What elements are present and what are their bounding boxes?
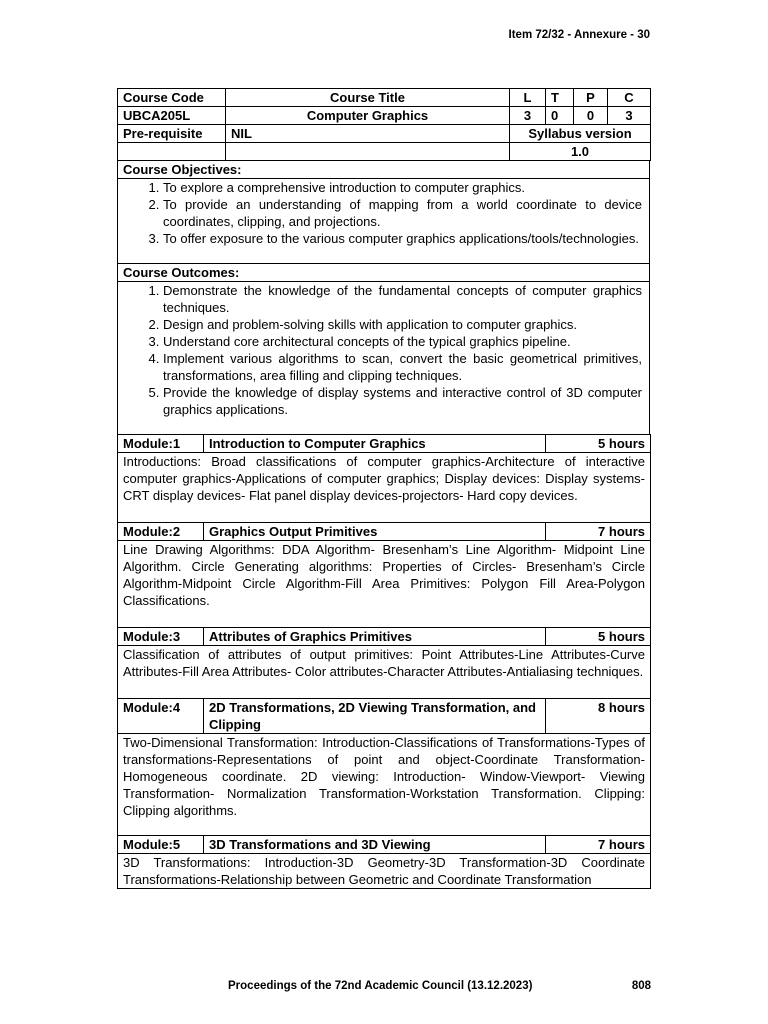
t-value: 0 <box>546 107 574 125</box>
page-header-item-ref: Item 72/32 - Annexure - 30 <box>508 29 650 41</box>
syllabus-version-value: 1.0 <box>510 143 651 161</box>
module-4-header <box>118 699 651 734</box>
module-5-title: 3D Transformations and 3D Viewing <box>204 836 546 854</box>
course-values-row <box>118 107 651 125</box>
module-2-header <box>118 523 651 541</box>
outcomes-list <box>123 282 644 418</box>
objectives-table <box>117 160 650 264</box>
module-1-title: Introduction to Computer Graphics <box>204 435 546 453</box>
objectives-heading: Course Objectives: <box>118 161 650 179</box>
c-label: C <box>608 89 651 107</box>
objective-item: 1. To explore a comprehensive introduction to computer graphics. <box>163 179 644 196</box>
objectives-list <box>123 179 644 247</box>
module-4-hours: 8 hours <box>546 699 651 734</box>
outcome-item: 3. Understand core architectural concepts of the typical graphics pipeline. <box>163 333 644 350</box>
module-2-hours: 7 hours <box>546 523 651 541</box>
p-value: 0 <box>574 107 608 125</box>
module-5-label: Module:5 <box>118 836 204 854</box>
module-5-table <box>117 835 651 889</box>
module-1-content: Introductions: Broad classifications of computer graphics-Architecture of interactive computer graphics-Applications of computer graphics; Display devices: Display systems-CRT display devices- Flat panel display devices-projectors- Hard copy devices. <box>118 453 651 523</box>
syllabus-version-label: Syllabus version <box>510 125 651 143</box>
module-3-header <box>118 628 651 646</box>
outcomes-table <box>117 263 650 435</box>
module-3-table <box>117 627 651 699</box>
objective-item: 2. To provide an understanding of mapping from a world coordinate to device coordinates, clipping, and projections. <box>163 196 644 230</box>
footer-page-number: 808 <box>631 980 651 992</box>
module-2-content: Line Drawing Algorithms: DDA Algorithm- Bresenham’s Line Algorithm- Midpoint Line Algorithm. Circle Generating algorithms: Properties of Circles- Bresenham’s Circle Algorithm-Midpoint Circle Algorithm-Fill Area Primitives: Polygon Fill Area-Polygon Classifications. <box>118 541 651 628</box>
p-label: P <box>574 89 608 107</box>
outcome-item: 2. Design and problem-solving skills with application to computer graphics. <box>163 316 644 333</box>
module-5-content: 3D Transformations: Introduction-3D Geometry-3D Transformation-3D Coordinate Transformations-Relationship between Geometric and Coordinate Transformation <box>118 854 651 889</box>
outcome-item: 4. Implement various algorithms to scan, convert the basic geometrical primitives, transformations, area filling and clipping techniques. <box>163 350 644 384</box>
prerequisite-label: Pre-requisite <box>118 125 226 143</box>
module-2-label: Module:2 <box>118 523 204 541</box>
module-3-content: Classification of attributes of output primitives: Point Attributes-Line Attributes-Curve Attributes-Fill Area Attributes- Color attributes-Character Attributes-Antialiasing techniques. <box>118 646 651 699</box>
module-4-table <box>117 698 651 836</box>
syllabus-version-row <box>118 143 651 161</box>
module-4-label: Module:4 <box>118 699 204 734</box>
module-5-hours: 7 hours <box>546 836 651 854</box>
module-3-title: Attributes of Graphics Primitives <box>204 628 546 646</box>
outcomes-body <box>118 282 650 435</box>
c-value: 3 <box>608 107 651 125</box>
module-1-table <box>117 434 651 523</box>
outcome-item: 5. Provide the knowledge of display systems and interactive control of 3D computer graphics applications. <box>163 384 644 418</box>
module-4-content: Two-Dimensional Transformation: Introduction-Classifications of Transformations-Types of transformations-Representations of point and object-Coordinate Transformation-Homogeneous coordinate. 2D viewing: Introduction- Window-Viewport- Viewing Transformation- Normalization Transformation-Workstation Transformation. Clipping: Clipping algorithms. <box>118 734 651 836</box>
objectives-body <box>118 179 650 264</box>
course-code: UBCA205L <box>118 107 226 125</box>
course-info-table <box>117 88 651 161</box>
outcomes-heading: Course Outcomes: <box>118 264 650 282</box>
outcome-item: 1. Demonstrate the knowledge of the fundamental concepts of computer graphics techniques. <box>163 282 644 316</box>
module-4-title: 2D Transformations, 2D Viewing Transformation, and Clipping <box>204 699 546 734</box>
prerequisite-value: NIL <box>226 125 510 143</box>
module-3-label: Module:3 <box>118 628 204 646</box>
empty-cell <box>118 143 226 161</box>
module-3-hours: 5 hours <box>546 628 651 646</box>
course-title: Computer Graphics <box>226 107 510 125</box>
module-1-header <box>118 435 651 453</box>
course-title-label: Course Title <box>226 89 510 107</box>
empty-cell <box>226 143 510 161</box>
module-2-title: Graphics Output Primitives <box>204 523 546 541</box>
prerequisite-row <box>118 125 651 143</box>
objective-item: 3. To offer exposure to the various computer graphics applications/tools/technologies. <box>163 230 644 247</box>
course-code-label: Course Code <box>118 89 226 107</box>
l-label: L <box>510 89 546 107</box>
course-header-row <box>118 89 651 107</box>
module-1-hours: 5 hours <box>546 435 651 453</box>
t-label: T <box>546 89 574 107</box>
footer-proceedings: Proceedings of the 72nd Academic Council (13.12.2023) <box>228 980 533 992</box>
module-2-table <box>117 522 651 628</box>
module-1-label: Module:1 <box>118 435 204 453</box>
syllabus-sheet <box>117 88 650 889</box>
module-5-header <box>118 836 651 854</box>
l-value: 3 <box>510 107 546 125</box>
